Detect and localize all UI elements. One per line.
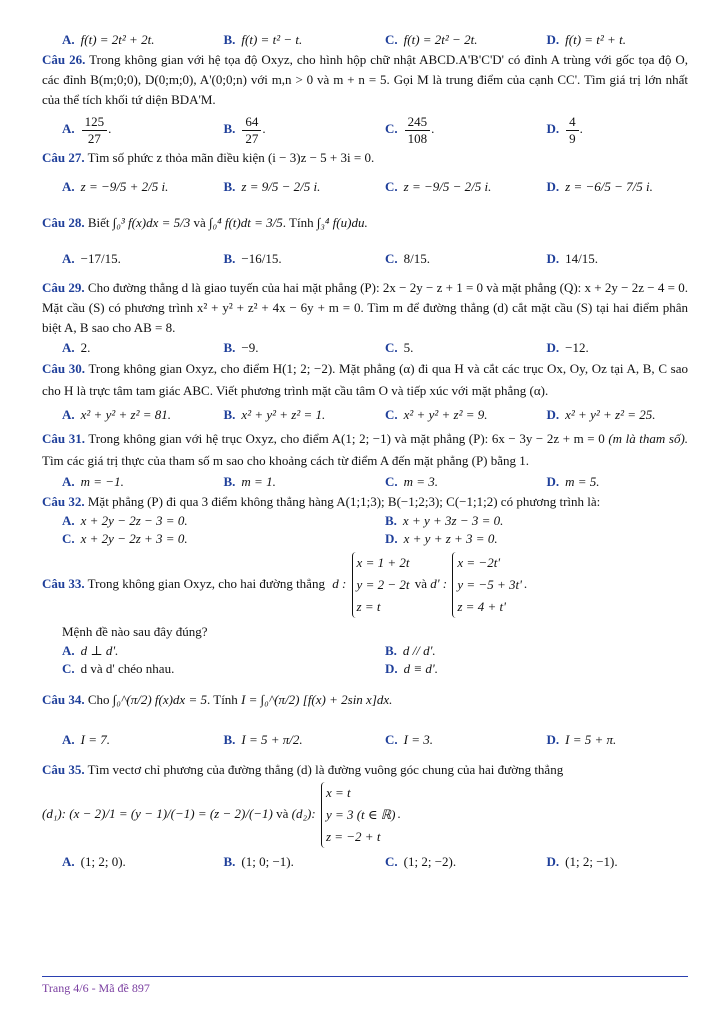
line-d-system: x = 1 + 2t y = 2 − 2t z = t	[352, 552, 410, 618]
option-a: A. z = −9/5 + 2/5 i.	[62, 179, 169, 194]
question-35-lines: (d₁): (x − 2)/1 = (y − 1)/(−1) = (z − 2)/(−1) và (d₂): x = t y = 3 (t ∈ ℝ) z = −2 + t .	[42, 782, 688, 848]
option-b: B. −16/15.	[223, 251, 282, 266]
option-b: B. m = 1.	[223, 474, 276, 489]
option-d: D. (1; 2; −1).	[546, 854, 618, 869]
question-33-prompt: Mệnh đề nào sau đây đúng?	[62, 624, 208, 639]
q25-options	[42, 30, 688, 50]
q35-options	[42, 848, 688, 876]
line-d2-system: x = t y = 3 (t ∈ ℝ) z = −2 + t	[321, 782, 395, 848]
option-b: B. f(t) = t² − t.	[223, 32, 303, 47]
option-a: A. (1; 2; 0).	[62, 854, 126, 869]
option-a: A. x² + y² + z² = 81.	[62, 407, 171, 422]
q31-options	[42, 472, 688, 492]
option-a: A. −17/15.	[62, 251, 121, 266]
option-c: C. f(t) = 2t² − 2t.	[385, 32, 478, 47]
footer-text: Trang 4/6 - Mã đề 897	[42, 981, 150, 995]
option-d: D. −12.	[546, 340, 589, 355]
option-c: C. (1; 2; −2).	[385, 854, 457, 869]
question-33: Câu 33. Trong không gian Oxyz, cho hai đường thẳng d : x = 1 + 2t y = 2 − 2t z = t và d' : x = −2t' y = −5 + 3t' z = 4 + t' .	[42, 552, 688, 618]
option-c: C. I = 3.	[385, 732, 433, 747]
option-d: D. x² + y² + z² = 25.	[546, 407, 656, 422]
option-b: B. z = 9/5 − 2/5 i.	[223, 179, 321, 194]
option-c: C. 5.	[385, 340, 414, 355]
option-b: B. I = 5 + π/2.	[223, 732, 303, 747]
option-c: C. z = −9/5 − 2/5 i.	[385, 179, 492, 194]
question-28: Câu 28. Biết ∫₀³ f(x)dx = 5/3 và ∫₀⁴ f(t)dt = 3/5. Tính ∫₃⁴ f(u)du.	[42, 215, 368, 230]
option-a: A. x + 2y − 2z − 3 = 0.	[62, 513, 188, 528]
option-d: D. m = 5.	[546, 474, 600, 489]
option-c: C. x² + y² + z² = 9.	[385, 407, 488, 422]
option-d: D. x + y + z + 3 = 0.	[385, 531, 498, 546]
option-d: D. f(t) = t² + t.	[546, 32, 626, 47]
option-a: A. f(t) = 2t² + 2t.	[62, 32, 155, 47]
option-a: A. I = 7.	[62, 732, 110, 747]
option-c: C. $\frac{245}{108}$ .	[385, 113, 435, 146]
option-d: D. d ≡ d'.	[385, 661, 438, 676]
q33-options	[42, 642, 688, 678]
page-footer	[42, 976, 688, 996]
question-26: Câu 26. Trong không gian với hệ tọa độ Oxyz, cho hình hộp chữ nhật ABCD.A'B'C'D' có đỉnh A trùng với gốc tọa độ O, các đỉnh B(m;0;0), D(0;m;0), A'(0;0;n) với m,n > 0 và m + n = 5. Gọi M là trung điểm của cạnh CC'. Tìm giá trị lớn nhất của thể tích khối tứ diện BDA'M.	[42, 52, 689, 107]
option-a: A. $\frac{125}{27}$ .	[62, 113, 112, 146]
question-29: Câu 29. Cho đường thẳng d là giao tuyến của hai mặt phẳng (P): 2x − 2y − z + 1 = 0 và mặt phẳng (Q): x + 2y − 2z − 4 = 0. Mặt cầu (S) có phương trình x² + y² + z² + 4x − 6y + m = 0. Tìm m để đường thẳng (d) cắt mặt cầu (S) tại hai điểm phân biệt A, B sao cho AB = 8.	[42, 280, 688, 335]
question-34: Câu 34. Cho ∫₀^(π/2) f(x)dx = 5. Tính I = ∫₀^(π/2) [f(x) + 2sin x]dx.	[42, 692, 393, 707]
question-31: Câu 31. Trong không gian với hệ trục Oxyz, cho điểm A(1; 2; −1) và mặt phẳng (P): 6x − 3y − 2z + m = 0 (m là tham số). Tìm các giá trị thực của tham số m sao cho khoảng cách từ điểm A đến mặt phẳng (P) bằng 1.	[42, 431, 689, 468]
question-32: Câu 32. Mặt phẳng (P) đi qua 3 điểm không thẳng hàng A(1;1;3); B(−1;2;3); C(−1;1;2) có phương trình là:	[42, 494, 601, 509]
option-c: C. 8/15.	[385, 251, 431, 266]
option-b: B. (1; 0; −1).	[223, 854, 294, 869]
q27-options	[42, 168, 688, 206]
option-a: A. 2.	[62, 340, 91, 355]
option-a: A. d ⊥ d'.	[62, 643, 119, 658]
question-30: Câu 30. Trong không gian Oxyz, cho điểm H(1; 2; −2). Mặt phẳng (α) đi qua H và cắt các trục Ox, Oy, Oz tại A, B, C sao cho H là trực tâm tam giác ABC. Viết phương trình mặt cầu tâm O và tiếp xúc với mặt phẳng (α).	[42, 361, 688, 398]
option-d: D. z = −6/5 − 7/5 i.	[546, 179, 653, 194]
option-d: D. 14/15.	[546, 251, 599, 266]
option-c: C. m = 3.	[385, 474, 439, 489]
question-27: Câu 27. Tìm số phức z thỏa mãn điều kiện (i − 3)z − 5 + 3i = 0.	[42, 150, 375, 165]
option-b: B. −9.	[223, 340, 259, 355]
q26-options	[42, 110, 688, 148]
question-35: Câu 35. Tìm vectơ chỉ phương của đường thẳng (d) là đường vuông góc chung của hai đường thẳng	[42, 762, 564, 777]
q29-options	[42, 338, 688, 358]
q28-options	[42, 240, 688, 278]
option-c: C. d và d' chéo nhau.	[62, 661, 175, 676]
option-b: B. $\frac{64}{27}$ .	[223, 113, 266, 146]
q34-options	[42, 722, 688, 758]
option-d: D. $\frac{4}{9}$ .	[546, 113, 583, 146]
q30-options	[42, 402, 688, 428]
option-b: B. d // d'.	[385, 643, 436, 658]
exam-page	[42, 30, 688, 876]
option-a: A. m = −1.	[62, 474, 124, 489]
option-b: B. x + y + 3z − 3 = 0.	[385, 513, 504, 528]
line-d-prime-system: x = −2t' y = −5 + 3t' z = 4 + t'	[452, 552, 521, 618]
option-b: B. x² + y² + z² = 1.	[223, 407, 326, 422]
option-d: D. I = 5 + π.	[546, 732, 617, 747]
option-c: C. x + 2y − 2z + 3 = 0.	[62, 531, 188, 546]
q32-options	[42, 512, 688, 548]
